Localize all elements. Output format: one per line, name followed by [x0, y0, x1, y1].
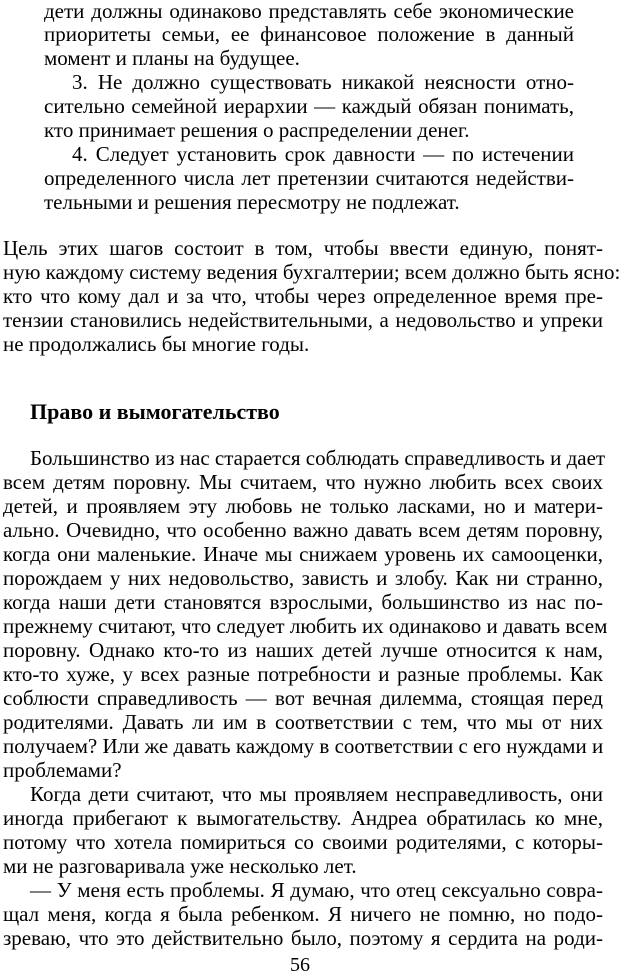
text-line: зреваю, что это действительно было, поэтому я сердита на роди- — [3, 926, 603, 950]
page-number: 56 — [290, 954, 310, 976]
text-line: не продолжались бы многие годы. — [3, 332, 310, 356]
text-line: Когда дети считают, что мы проявляем несправедливость, они — [30, 782, 603, 806]
text-line: Большинство из нас старается соблюдать справедливость и дает — [30, 446, 606, 470]
text-line: потому что хотела помириться со своими родителями, с которы- — [3, 830, 603, 854]
text-line: 4. Следует установить срок давности — по истечении — [72, 142, 574, 166]
section-heading: Право и вымогательство — [30, 399, 280, 424]
text-line: кто что кому дал и за что, чтобы через определенное время пре- — [3, 284, 603, 308]
text-line: проблемами? — [3, 758, 122, 782]
text-line: получаем? Или же давать каждому в соответствии с его нуждами и — [3, 734, 604, 758]
text-line: приоритеты семьи, ее финансовое положение в данный — [44, 22, 574, 46]
text-line: детей, и проявляем эту любовь не только ласками, но и матери- — [3, 494, 603, 518]
text-line: иногда прибегают к вымогательству. Андреа обратилась ко мне, — [3, 806, 603, 830]
text-line: Цель этих шагов состоит в том, чтобы ввести единую, понят- — [3, 236, 603, 260]
text-line: когда они маленькие. Иначе мы снижаем уровень их самооценки, — [3, 542, 603, 566]
text-line: дети должны одинаково представлять себе экономические — [44, 0, 574, 23]
text-line: поровну. Однако кто-то из наших детей лучше относится к нам, — [3, 638, 603, 662]
text-line: момент и планы на будущее. — [44, 46, 300, 70]
text-line: щал меня, когда я была ребенком. Я ничего не помню, но подо- — [3, 902, 603, 926]
text-line: кто-то хуже, у всех разные потребности и разные проблемы. Как — [3, 662, 603, 686]
text-line: тельными и решения пересмотру не подлежат. — [44, 190, 460, 214]
text-line: определенного числа лет претензии считаются недействи- — [44, 166, 574, 190]
text-line: когда наши дети становятся взрослыми, большинство из нас по- — [3, 590, 603, 614]
text-line: кто принимает решения о распределении денег. — [44, 118, 470, 142]
text-line: 3. Не должно существовать никакой неясности отно- — [72, 70, 574, 94]
text-line: ми не разговаривала уже несколько лет. — [3, 854, 357, 878]
text-line: всем детям поровну. Мы считаем, что нужно любить всех своих — [3, 470, 603, 494]
text-line: родителями. Давать ли им в соответствии с тем, что мы от них — [3, 710, 603, 734]
text-line: соблюсти справедливость — вот вечная дилемма, стоящая перед — [3, 686, 603, 710]
text-line: порождаем у них недовольство, зависть и злобу. Как ни странно, — [3, 566, 603, 590]
text-line: ально. Очевидно, что особенно важно давать всем детям поровну, — [3, 518, 603, 542]
text-line: — У меня есть проблемы. Я думаю, что отец сексуально совра- — [30, 878, 603, 902]
text-line: прежнему считают, что следует любить их одинаково и давать всем — [3, 614, 608, 638]
text-line: тензии становились недействительными, а недовольство и упреки — [3, 308, 603, 332]
text-line: ную каждому систему ведения бухгалтерии; всем должно быть ясно: — [3, 260, 620, 284]
text-line: сительно семейной иерархии — каждый обязан понимать, — [44, 94, 574, 118]
